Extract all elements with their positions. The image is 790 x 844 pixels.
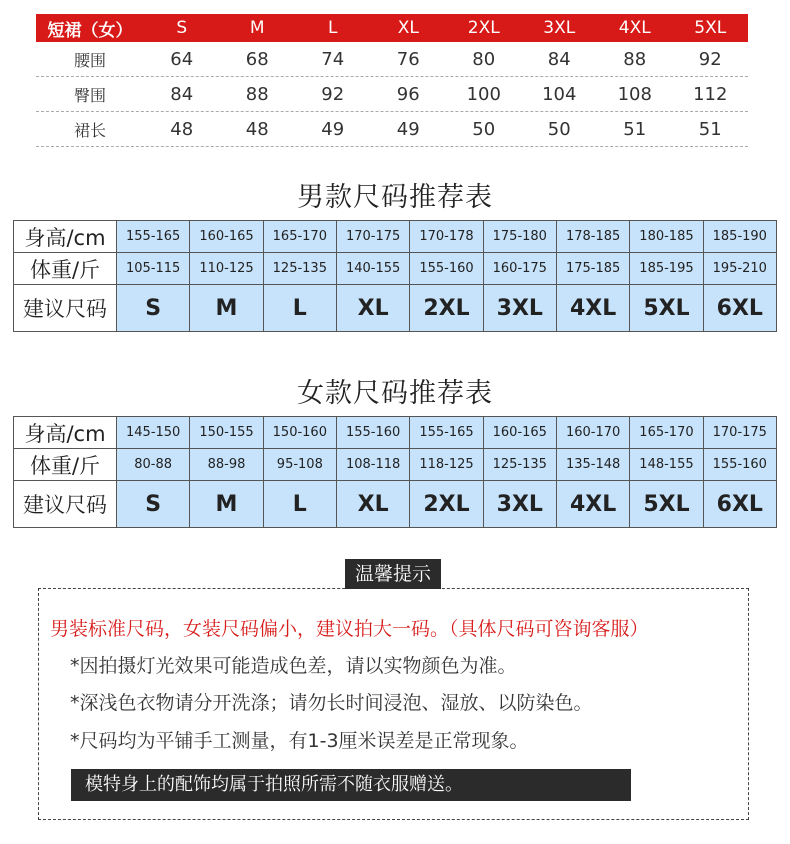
weight-cell: 155-160 <box>410 253 483 285</box>
tip-line: *深浅色衣物请分开洗涤；请勿长时间浸泡、湿放、以防染色。 <box>70 692 593 714</box>
skirt-cell: 92 <box>698 48 722 70</box>
skirt-row-waist <box>36 42 748 77</box>
size-cell: M <box>190 285 263 332</box>
row-label: 身高/cm <box>14 221 117 253</box>
height-cell: 160-170 <box>556 417 629 449</box>
skirt-cell: 80 <box>472 48 496 70</box>
skirt-row-label: 臀围 <box>73 85 106 105</box>
height-cell: 170-175 <box>336 221 409 253</box>
skirt-cell: 49 <box>396 118 420 140</box>
height-cell: 150-155 <box>190 417 263 449</box>
weight-cell: 118-125 <box>410 449 483 481</box>
weight-cell: 135-148 <box>556 449 629 481</box>
size-cell: 2XL <box>410 481 483 528</box>
height-cell: 155-165 <box>117 221 190 253</box>
tip-line: *因拍摄灯光效果可能造成色差，请以实物颜色为准。 <box>70 655 517 677</box>
skirt-cell: 88 <box>623 48 647 70</box>
size-cell: L <box>263 285 336 332</box>
accessories-note: 模特身上的配饰均属于拍照所需不随衣服赠送。 <box>71 769 631 801</box>
height-cell: 170-175 <box>703 417 776 449</box>
weight-cell: 195-210 <box>703 253 776 285</box>
skirt-cell: 108 <box>617 83 652 105</box>
weight-cell: 105-115 <box>117 253 190 285</box>
skirt-size-header: 2XL <box>467 18 500 38</box>
height-cell: 160-165 <box>483 417 556 449</box>
skirt-row-label: 裙长 <box>73 120 106 140</box>
skirt-cell: 64 <box>170 48 194 70</box>
size-cell: XL <box>336 285 409 332</box>
skirt-cell: 50 <box>547 118 571 140</box>
skirt-size-header: 5XL <box>694 18 727 38</box>
skirt-cell: 51 <box>698 118 722 140</box>
skirt-cell: 88 <box>245 83 269 105</box>
skirt-cell: 50 <box>472 118 496 140</box>
skirt-row-label: 腰围 <box>73 50 106 70</box>
height-cell: 160-165 <box>190 221 263 253</box>
size-cell: S <box>117 481 190 528</box>
size-cell: S <box>117 285 190 332</box>
skirt-row-hip <box>36 77 748 112</box>
weight-cell: 185-195 <box>630 253 703 285</box>
skirt-cell: 49 <box>321 118 345 140</box>
skirt-cell: 112 <box>693 83 728 105</box>
skirt-cell: 84 <box>170 83 194 105</box>
skirt-size-header: XL <box>397 18 419 38</box>
size-cell: 6XL <box>703 481 776 528</box>
skirt-size-header: S <box>176 18 188 38</box>
height-cell: 150-160 <box>263 417 336 449</box>
weight-cell: 110-125 <box>190 253 263 285</box>
skirt-cell: 76 <box>396 48 420 70</box>
weight-cell: 155-160 <box>703 449 776 481</box>
skirt-cell: 48 <box>245 118 269 140</box>
men-height-row <box>14 221 777 253</box>
height-cell: 155-160 <box>336 417 409 449</box>
skirt-size-header: L <box>328 18 338 38</box>
size-cell: M <box>190 481 263 528</box>
skirt-cell: 100 <box>466 83 501 105</box>
women-table-title: 女款尺码推荐表 <box>297 378 493 409</box>
weight-cell: 80-88 <box>117 449 190 481</box>
skirt-size-header: 4XL <box>618 18 651 38</box>
size-cell: XL <box>336 481 409 528</box>
weight-cell: 88-98 <box>190 449 263 481</box>
skirt-cell: 104 <box>542 83 577 105</box>
height-cell: 175-180 <box>483 221 556 253</box>
tips-badge: 温馨提示 <box>345 559 441 589</box>
height-cell: 185-190 <box>703 221 776 253</box>
skirt-table-header <box>36 14 748 42</box>
women-weight-row <box>14 449 777 481</box>
size-cell: 4XL <box>556 481 629 528</box>
men-size-row <box>14 285 777 332</box>
men-table-title: 男款尺码推荐表 <box>297 182 493 213</box>
row-label: 身高/cm <box>14 417 117 449</box>
weight-cell: 140-155 <box>336 253 409 285</box>
height-cell: 165-170 <box>630 417 703 449</box>
skirt-cell: 92 <box>321 83 345 105</box>
men-size-table <box>13 220 777 332</box>
size-cell: 5XL <box>630 285 703 332</box>
skirt-cell: 96 <box>396 83 420 105</box>
weight-cell: 160-175 <box>483 253 556 285</box>
row-label: 体重/斤 <box>14 449 117 481</box>
size-cell: 5XL <box>630 481 703 528</box>
size-cell: 3XL <box>483 285 556 332</box>
height-cell: 180-185 <box>630 221 703 253</box>
skirt-cell: 48 <box>170 118 194 140</box>
women-size-table <box>13 416 777 528</box>
tip-line: *尺码均为平铺手工测量，有1-3厘米误差是正常现象。 <box>70 730 529 752</box>
height-cell: 155-165 <box>410 417 483 449</box>
size-cell: 6XL <box>703 285 776 332</box>
weight-cell: 175-185 <box>556 253 629 285</box>
row-label: 建议尺码 <box>14 481 117 528</box>
skirt-cell: 74 <box>321 48 345 70</box>
skirt-size-header: M <box>249 18 265 38</box>
tips-highlight: 男装标准尺码，女装尺码偏小，建议拍大一码。（具体尺码可咨询客服） <box>50 618 649 640</box>
weight-cell: 108-118 <box>336 449 409 481</box>
skirt-size-header: 3XL <box>543 18 576 38</box>
size-cell: 2XL <box>410 285 483 332</box>
size-cell: 3XL <box>483 481 556 528</box>
size-cell: L <box>263 481 336 528</box>
height-cell: 170-178 <box>410 221 483 253</box>
height-cell: 145-150 <box>117 417 190 449</box>
weight-cell: 125-135 <box>263 253 336 285</box>
weight-cell: 125-135 <box>483 449 556 481</box>
skirt-cell: 68 <box>245 48 269 70</box>
weight-cell: 95-108 <box>263 449 336 481</box>
skirt-header-label: 短裙（女） <box>47 20 133 41</box>
row-label: 体重/斤 <box>14 253 117 285</box>
skirt-cell: 51 <box>623 118 647 140</box>
height-cell: 178-185 <box>556 221 629 253</box>
skirt-cell: 84 <box>547 48 571 70</box>
weight-cell: 148-155 <box>630 449 703 481</box>
row-label: 建议尺码 <box>14 285 117 332</box>
women-size-row <box>14 481 777 528</box>
men-weight-row <box>14 253 777 285</box>
height-cell: 165-170 <box>263 221 336 253</box>
women-height-row <box>14 417 777 449</box>
skirt-size-table <box>36 14 748 147</box>
size-cell: 4XL <box>556 285 629 332</box>
skirt-row-length <box>36 112 748 147</box>
